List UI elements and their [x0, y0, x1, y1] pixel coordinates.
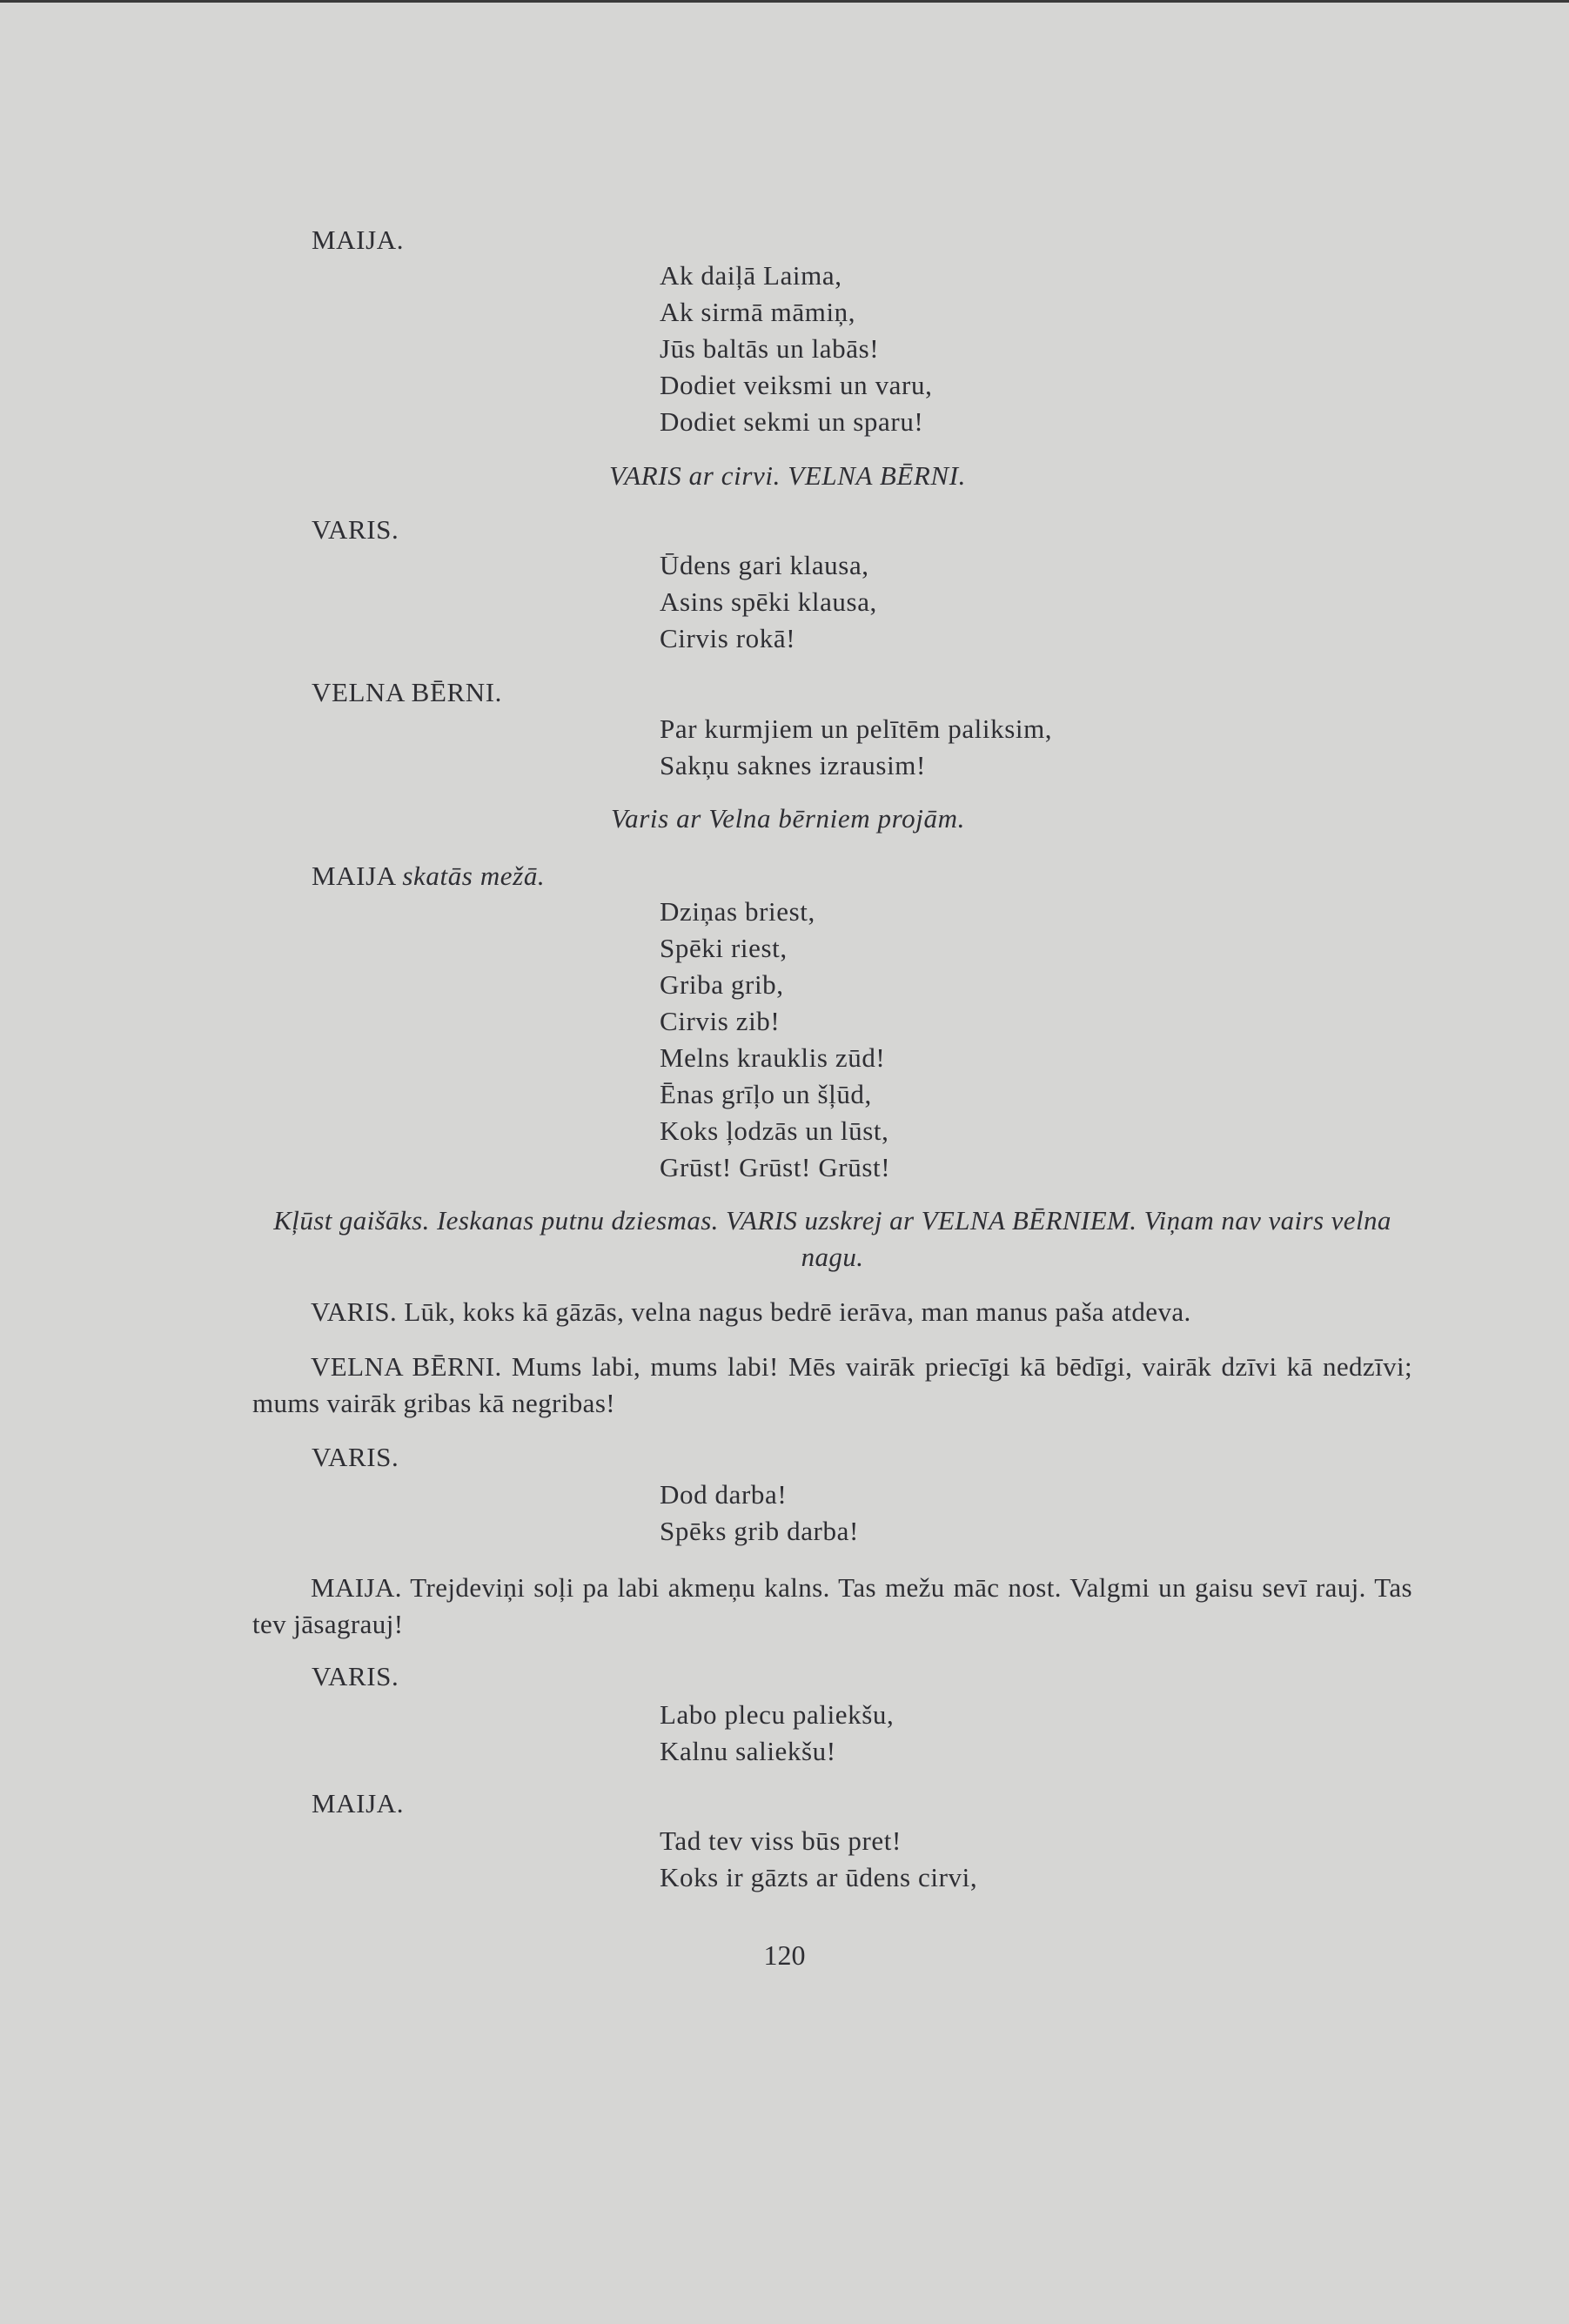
speaker-varis-3: VARIS.: [312, 1661, 399, 1691]
verse-line: Spēki riest,: [660, 933, 788, 963]
verse-line: Kalnu saliekšu!: [660, 1736, 836, 1766]
verse-block-1: [660, 258, 932, 440]
verse-line: Tad tev viss būs pret!: [660, 1825, 902, 1856]
speaker-varis-1: VARIS.: [312, 514, 399, 545]
verse-line: Koks ir gāzts ar ūdens cirvi,: [660, 1862, 978, 1892]
verse-line: Jūs baltās un labās!: [660, 333, 880, 364]
speaker-varis-2: VARIS.: [312, 1442, 399, 1472]
verse-line: Labo plecu paliekšu,: [660, 1699, 895, 1730]
verse-block-6: [660, 1697, 894, 1770]
verse-line: Asins spēki klausa,: [660, 586, 877, 617]
verse-line: Ēnas grīļo un šļūd,: [660, 1079, 872, 1109]
verse-block-4: [660, 894, 890, 1186]
verse-line: Dodiet veiksmi un varu,: [660, 370, 933, 400]
dialogue-paragraph-2: VELNA BĒRNI. Mums labi, mums labi! Mēs vairāk priecīgi kā bēdīgi, vairāk dzīvi kā nedzīvi; mums vairāk gribas kā negribas!: [252, 1351, 1412, 1418]
speaker-name: MAIJA: [312, 861, 396, 891]
verse-line: Cirvis zib!: [660, 1006, 781, 1036]
stage-direction-1: VARIS ar cirvi. VELNA BĒRNI.: [609, 460, 966, 491]
verse-line: Melns krauklis zūd!: [660, 1042, 886, 1073]
speaker-maija-1: MAIJA.: [312, 224, 405, 255]
verse-line: Sakņu saknes izrausim!: [660, 750, 926, 780]
stage-direction-3: Kļūst gaišāks. Ieskanas putnu dziesmas. VARIS uzskrej ar VELNA BĒRNIEM. Viņam nav vairs velna nagu.: [273, 1205, 1391, 1272]
verse-block-3: [660, 711, 1052, 784]
speaker-velna-berni-1: VELNA BĒRNI.: [312, 677, 503, 707]
dialogue-paragraph-3: MAIJA. Trejdeviņi soļi pa labi akmeņu kalns. Tas mežu māc nost. Valgmi un gaisu sevī rauj. Tas tev jāsagrauj!: [252, 1572, 1412, 1639]
verse-line: Dziņas briest,: [660, 896, 815, 927]
speaker-maija-3: MAIJA.: [312, 1788, 405, 1818]
verse-line: Dodiet sekmi un sparu!: [660, 406, 924, 437]
verse-line: Spēks grib darba!: [660, 1516, 859, 1546]
verse-line: Dod darba!: [660, 1479, 788, 1510]
verse-block-2: [660, 547, 877, 657]
speaker-maija-2: [312, 858, 545, 894]
dialogue-paragraph-1: VARIS. Lūk, koks kā gāzās, velna nagus bedrē ierāva, man manus paša atdeva.: [311, 1296, 1191, 1327]
page-number: 120: [763, 1939, 806, 1971]
verse-line: Koks ļodzās un lūst,: [660, 1115, 889, 1146]
speaker-direction: skatās mežā.: [402, 861, 546, 891]
verse-line: Ak sirmā māmiņ,: [660, 297, 856, 327]
verse-block-5: [660, 1477, 859, 1550]
verse-line: Cirvis rokā!: [660, 623, 796, 653]
verse-line: Par kurmjiem un pelītēm paliksim,: [660, 713, 1053, 744]
verse-block-7: [660, 1823, 977, 1896]
verse-line: Ak daiļā Laima,: [660, 260, 842, 291]
stage-direction-2: Varis ar Velna bērniem projām.: [611, 803, 965, 834]
verse-line: Grūst! Grūst! Grūst!: [660, 1152, 891, 1182]
verse-line: Ūdens gari klausa,: [660, 550, 869, 580]
verse-line: Griba grib,: [660, 969, 784, 1000]
